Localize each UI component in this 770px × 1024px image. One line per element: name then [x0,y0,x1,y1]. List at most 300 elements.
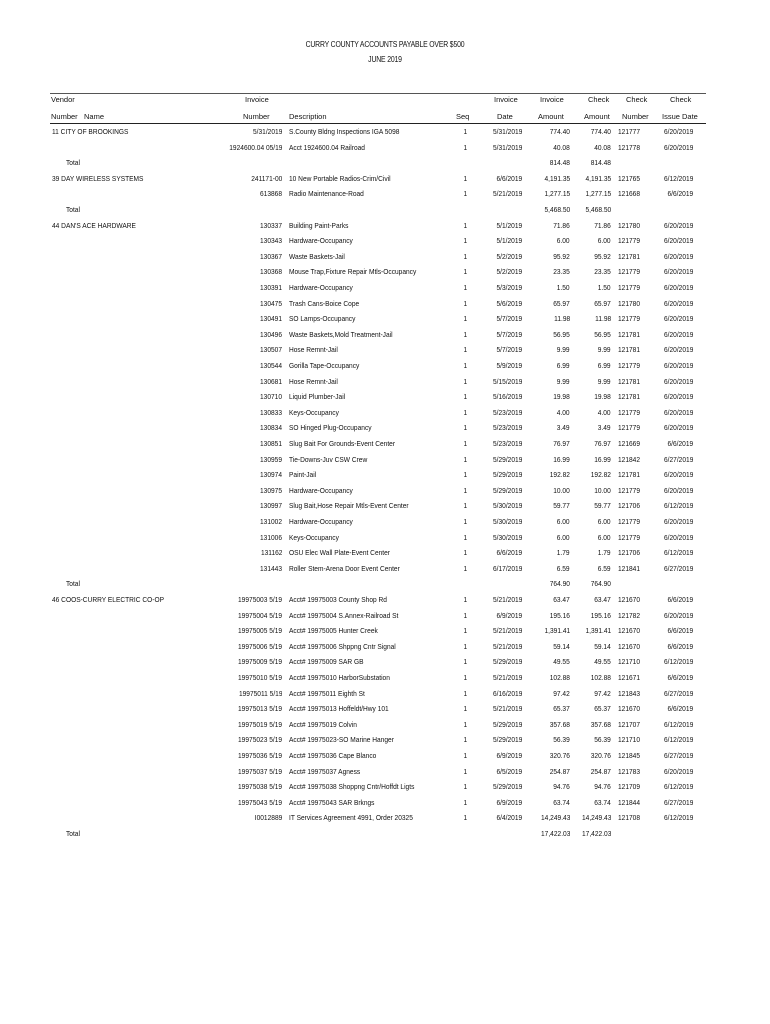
cell-check-date: 6/20/2019 [663,298,693,308]
cell-description: Roller Stem-Arena Door Event Center [289,563,400,573]
cell-invoice-amount: 56.39 [553,735,570,745]
cell-check-number: 121777 [618,127,641,136]
cell-description: Trash Cans-Boice Cope [289,298,360,308]
cell-invoice-amount: 76.97 [553,439,570,448]
col-header-check-amount: Amount [584,112,610,121]
cell-check-number [618,158,646,167]
cell-check-amount: 10.00 [594,485,611,495]
table-row [0,189,770,204]
cell-check-date: 6/6/2019 [667,673,693,682]
cell-check-date: 6/6/2019 [667,641,693,651]
cell-invoice-number: 130391 [259,283,282,292]
cell-description: Acct# 19975038 Shoppng Cntr/Hoffdt Ligts [289,782,415,792]
cell-check-amount: 49.55 [594,657,611,667]
cell-check-date: 6/20/2019 [663,267,693,277]
cell-check-date: 6/20/2019 [663,329,693,339]
table-row [0,143,770,158]
cell-invoice-date [470,829,522,838]
cell-invoice-amount: 4.00 [557,407,570,417]
cell-check-amount: 65.37 [594,704,611,714]
cell-invoice-amount: 357.68 [549,719,570,729]
cell-check-date: 6/20/2019 [663,517,693,526]
cell-seq: 1 [463,610,467,620]
cell-check-number: 121670 [618,641,641,651]
cell-description: Hardware-Occupancy [289,517,353,526]
cell-invoice-amount: 814.48 [549,158,570,168]
table-row [0,330,770,345]
cell-check-amount: 4.00 [598,407,611,417]
report-title: CURRY COUNTY ACCOUNTS PAYABLE OVER $500 [305,40,465,49]
cell-vendor [52,673,222,682]
table-row [0,673,770,688]
cell-seq: 1 [463,641,467,651]
cell-description: Acct# 19975006 Shppng Cntr Signal [289,641,396,651]
table-row [0,361,770,376]
cell-vendor [52,813,222,822]
cell-vendor [52,657,222,666]
cell-check-amount: 6.00 [598,517,611,526]
cell-check-date: 6/20/2019 [663,142,693,152]
cell-invoice-amount: 6.99 [557,361,570,370]
cell-invoice-date: 6/17/2019 [492,563,522,573]
table-row [0,455,770,470]
cell-description: Acct# 19975037 Agness [289,766,361,776]
cell-check-number: 121779 [618,283,641,292]
cell-description: Acct 1924600.04 Railroad [289,142,365,152]
cell-description: 10 New Portable Radios-Crim/Civil [289,173,391,183]
cell-description: Radio Maintenance-Road [289,189,364,199]
cell-invoice-date: 5/29/2019 [492,782,522,792]
cell-check-number: 121706 [618,501,641,511]
cell-check-number: 121669 [618,439,641,448]
cell-check-number: 121707 [618,719,641,729]
cell-vendor [52,408,222,417]
cell-check-number: 121670 [618,626,641,636]
cell-seq: 1 [463,173,467,183]
cell-check-date: 6/20/2019 [663,423,693,433]
cell-check-date: 6/12/2019 [663,719,693,729]
cell-invoice-date: 5/21/2019 [492,704,522,714]
cell-description: Acct# 19975003 County Shop Rd [289,595,387,604]
cell-check-number: 121779 [618,517,641,526]
cell-seq: 1 [463,517,467,526]
cell-description: Acct# 19975004 S.Annex-Railroad St [289,610,399,620]
cell-check-date: 6/6/2019 [667,189,693,199]
cell-invoice-number [200,579,282,588]
col-header-vendor-number: Number [51,112,78,121]
cell-check-amount: 14,249.43 [581,813,611,823]
col-header-invoice-date: Date [497,112,513,121]
cell-invoice-amount: 14,249.43 [540,813,570,823]
table-row [0,283,770,298]
cell-invoice-date: 5/21/2019 [492,641,522,651]
table-row [0,657,770,672]
cell-check-date [648,158,693,167]
cell-vendor [52,548,222,557]
cell-invoice-amount: 3.49 [557,423,570,433]
cell-invoice-number: 131002 [259,517,282,526]
cell-check-amount: 63.74 [594,797,611,807]
cell-description: S.County Bldng Inspections IGA 5098 [289,127,400,136]
cell-description: SO Lamps-Occupancy [289,314,356,324]
cell-check-date: 6/20/2019 [663,251,693,261]
cell-description: Acct# 19975011 Eighth St [289,688,365,698]
cell-check-number: 121781 [618,251,641,261]
cell-check-amount: 6.59 [598,563,611,573]
cell-seq: 1 [463,392,467,402]
cell-check-date: 6/20/2019 [663,610,693,620]
cell-check-amount: 1.79 [598,548,611,558]
table-row [0,782,770,797]
cell-description: Keys-Occupancy [289,407,339,417]
cell-vendor [52,735,222,744]
cell-check-date: 6/12/2019 [663,782,693,792]
cell-description [289,829,459,838]
cell-description: Acct# 19975010 HarborSubstation [289,673,390,682]
cell-check-amount: 192.82 [590,470,611,480]
cell-seq: 1 [463,626,467,636]
cell-check-amount: 320.76 [590,751,611,760]
cell-seq: 1 [463,470,467,480]
cell-invoice-number: 19975019 5/19 [237,719,282,729]
cell-invoice-date [470,579,522,588]
cell-invoice-number: 5/31/2019 [252,127,282,136]
cell-invoice-date: 5/29/2019 [492,485,522,495]
cell-invoice-number: 130367 [259,251,282,261]
cell-invoice-amount: 9.99 [557,376,570,386]
cell-vendor [52,361,222,370]
cell-invoice-date: 5/31/2019 [492,142,522,152]
cell-check-number: 121842 [618,454,641,464]
cell-check-number: 121781 [618,345,641,355]
cell-check-date: 6/6/2019 [667,595,693,604]
cell-invoice-number: 130959 [259,454,282,464]
cell-invoice-number [200,158,282,167]
cell-check-number: 121779 [618,407,641,417]
cell-description: Gorilla Tape-Occupancy [289,361,360,370]
cell-check-amount: 65.97 [594,298,611,308]
col-header-check-date-top: Check [670,95,692,104]
cell-check-number: 121708 [618,813,641,823]
cell-seq: 1 [463,376,467,386]
cell-invoice-number: 130833 [259,407,282,417]
cell-seq: 1 [463,283,467,292]
cell-invoice-date: 5/16/2019 [492,392,522,402]
cell-vendor [52,533,222,542]
col-header-check-amount-top: Check [588,95,610,104]
cell-invoice-number: 131162 [260,548,282,558]
table-row [0,798,770,813]
cell-description: Acct# 19975013 Hoffeldt/Hwy 101 [289,704,389,714]
cell-check-number: 121781 [618,329,641,339]
cell-invoice-number: 131443 [259,563,282,573]
cell-invoice-number: 19975009 5/19 [237,657,282,667]
cell-invoice-number: 19975010 5/19 [237,673,282,682]
cell-invoice-number: 130337 [259,220,282,230]
cell-check-amount: 19.98 [594,392,611,402]
cell-check-amount: 97.42 [594,688,611,698]
table-row [0,267,770,282]
table-row [0,533,770,548]
cell-seq: 1 [463,704,467,714]
cell-seq: 1 [463,439,467,448]
cell-vendor [52,314,222,323]
cell-check-date: 6/20/2019 [663,283,693,292]
cell-vendor: Total [66,829,80,838]
cell-invoice-date: 5/15/2019 [492,376,522,386]
cell-check-date: 6/20/2019 [663,345,693,355]
cell-invoice-number: 19975043 5/19 [237,797,282,807]
cell-invoice-amount: 6.00 [557,236,570,246]
cell-check-number: 121780 [618,298,641,308]
cell-invoice-number [200,829,282,838]
cell-seq: 1 [463,361,467,370]
total-row [0,829,770,844]
cell-seq: 1 [463,673,467,682]
col-header-vendor: Vendor [51,95,75,104]
cell-invoice-amount: 6.00 [557,517,570,526]
cell-check-number: 121843 [618,688,641,698]
table-row [0,517,770,532]
cell-seq: 1 [463,142,467,152]
cell-invoice-amount: 102.88 [549,673,570,682]
cell-vendor [52,423,222,432]
cell-check-amount: 357.68 [590,719,611,729]
cell-check-number: 121671 [618,673,641,682]
cell-invoice-amount: 56.95 [553,329,570,339]
cell-invoice-number: 19975004 5/19 [237,610,282,620]
cell-seq [455,579,467,588]
cell-vendor [52,345,222,354]
cell-description: Keys-Occupancy [289,532,339,542]
cell-invoice-date: 5/2/2019 [496,267,522,277]
cell-check-date: 6/20/2019 [663,236,693,246]
cell-vendor [52,299,222,308]
table-row [0,751,770,766]
cell-check-number: 121844 [618,797,641,807]
cell-check-number: 121706 [618,548,641,558]
cell-vendor [52,798,222,807]
cell-check-date: 6/20/2019 [663,392,693,402]
cell-check-amount: 40.08 [594,142,611,152]
cell-check-date: 6/20/2019 [663,220,693,230]
cell-invoice-amount: 19.98 [553,392,570,402]
cell-description: OSU Elec Wall Plate-Event Center [289,548,390,558]
cell-seq: 1 [463,595,467,604]
cell-description: Liquid Plumber-Jail [289,392,346,402]
cell-description: Acct# 19975005 Hunter Creek [289,626,378,636]
cell-check-amount: 6.00 [598,532,611,542]
cell-check-amount: 814.48 [590,158,611,168]
table-row [0,611,770,626]
cell-check-date: 6/20/2019 [663,361,693,370]
cell-seq: 1 [463,220,467,230]
table-row [0,221,770,236]
cell-check-date: 6/27/2019 [663,688,693,698]
col-header-invoice-amount: Amount [538,112,564,121]
cell-invoice-amount: 23.35 [553,267,570,277]
table-row [0,439,770,454]
table-row [0,735,770,750]
cell-check-amount: 71.86 [594,220,611,230]
table-row [0,470,770,485]
cell-invoice-amount: 49.55 [553,657,570,667]
cell-check-number: 121779 [618,361,641,370]
cell-check-date [648,205,693,214]
cell-vendor [52,751,222,760]
cell-check-date: 6/20/2019 [663,407,693,417]
cell-vendor [52,377,222,386]
cell-invoice-date [470,158,522,167]
table-row [0,689,770,704]
cell-check-date: 6/27/2019 [663,454,693,464]
table-row [0,642,770,657]
cell-invoice-amount: 1.79 [557,548,570,558]
cell-check-number: 121778 [618,142,641,152]
cell-invoice-amount: 5,468.50 [544,205,570,214]
cell-invoice-number: 1924600.04 05/19 [228,142,282,152]
col-header-invoice-number: Number [243,112,270,121]
cell-seq: 1 [463,407,467,417]
cell-invoice-date: 5/7/2019 [496,329,522,339]
cell-invoice-amount: 764.90 [549,579,570,589]
cell-description: Hardware-Occupancy [289,485,353,495]
cell-invoice-amount: 71.86 [553,220,570,230]
col-header-description: Description [289,112,327,121]
cell-description: Acct# 19975023-SO Marine Hanger [289,735,394,745]
cell-vendor [52,611,222,620]
total-row [0,205,770,220]
cell-check-date: 6/20/2019 [663,127,693,136]
col-header-invoice-amount-top: Invoice [540,95,564,104]
cell-check-amount: 16.99 [594,454,611,464]
cell-check-number: 121782 [618,610,641,620]
cell-check-amount: 23.35 [594,267,611,277]
cell-check-amount: 774.40 [590,127,611,136]
cell-check-date: 6/12/2019 [663,548,693,558]
cell-description: Acct# 19975019 Colvin [289,719,357,729]
cell-vendor [52,486,222,495]
cell-invoice-date: 5/21/2019 [492,673,522,682]
cell-invoice-number: 130681 [259,376,282,386]
cell-invoice-number: 130710 [259,392,282,402]
cell-check-amount: 254.87 [590,766,611,776]
cell-vendor [52,283,222,292]
cell-invoice-amount: 320.76 [549,751,570,760]
cell-check-number: 121779 [618,236,641,246]
cell-vendor [52,704,222,713]
cell-invoice-date: 5/9/2019 [496,361,522,370]
col-header-seq: Seq [456,112,470,121]
cell-invoice-number: 131006 [259,532,282,542]
cell-seq: 1 [463,735,467,745]
cell-description [289,205,459,214]
cell-vendor [52,267,222,276]
cell-description: Tie-Downs-Juv CSW Crew [289,454,368,464]
cell-description: Acct# 19975043 SAR Brkngs [289,797,375,807]
cell-seq: 1 [463,501,467,511]
cell-check-amount: 17,422.03 [581,829,611,838]
cell-invoice-number: 130475 [259,298,282,308]
cell-invoice-date [470,205,522,214]
cell-vendor [52,767,222,776]
cell-check-amount: 11.98 [594,314,611,324]
cell-seq: 1 [463,563,467,573]
cell-invoice-date: 5/23/2019 [492,423,522,433]
cell-check-number: 121781 [618,376,641,386]
cell-seq [455,205,467,214]
cell-vendor [52,236,222,245]
cell-check-date: 6/6/2019 [667,439,693,448]
cell-invoice-date: 5/6/2019 [496,298,522,308]
cell-check-number [618,829,646,838]
table-row [0,299,770,314]
cell-invoice-number: 19975038 5/19 [237,782,282,792]
cell-invoice-date: 5/29/2019 [492,719,522,729]
cell-invoice-date: 6/6/2019 [496,548,522,558]
cell-invoice-date: 5/30/2019 [492,517,522,526]
table-row [0,720,770,735]
cell-check-date: 6/12/2019 [663,501,693,511]
cell-check-number: 121779 [618,423,641,433]
report-period: JUNE 2019 [368,55,402,64]
cell-description: SO Hinged Plug-Occupancy [289,423,372,433]
cell-invoice-number: 19975023 5/19 [237,735,282,745]
cell-invoice-date: 5/29/2019 [492,454,522,464]
cell-check-amount: 56.39 [594,735,611,745]
cell-check-date: 6/12/2019 [663,813,693,823]
cell-invoice-amount: 4,191.35 [544,173,570,183]
cell-invoice-date: 5/29/2019 [492,470,522,480]
cell-invoice-amount: 97.42 [553,688,570,698]
cell-check-number: 121779 [618,314,641,324]
cell-invoice-amount: 11.98 [553,314,570,324]
cell-invoice-amount: 1,391.41 [544,626,570,636]
table-row [0,767,770,782]
cell-invoice-amount: 195.16 [549,610,570,620]
cell-check-number: 121845 [618,751,641,760]
cell-invoice-amount: 94.76 [553,782,570,792]
col-header-check-date: Issue Date [662,112,698,121]
cell-check-date: 6/20/2019 [663,470,693,480]
cell-invoice-amount: 65.37 [553,704,570,714]
cell-invoice-date: 5/7/2019 [496,314,522,324]
table-row [0,501,770,516]
cell-invoice-date: 5/30/2019 [492,501,522,511]
cell-description: IT Services Agreement 4991, Order 20325 [289,813,413,823]
cell-check-number: 121783 [618,766,641,776]
cell-vendor: Total [66,158,80,168]
cell-vendor [52,330,222,339]
cell-check-amount: 1,391.41 [585,626,611,636]
cell-seq: 1 [463,548,467,558]
cell-vendor [52,782,222,791]
cell-seq: 1 [463,454,467,464]
cell-invoice-number: 19975006 5/19 [237,641,282,651]
cell-seq: 1 [463,345,467,355]
cell-vendor [52,252,222,261]
cell-check-date: 6/27/2019 [663,563,693,573]
cell-invoice-amount: 6.59 [557,563,570,573]
cell-invoice-number: 130507 [259,345,282,355]
table-row [0,704,770,719]
cell-description [289,158,459,167]
cell-check-number: 121779 [618,485,641,495]
cell-check-amount: 6.99 [598,361,611,370]
cell-invoice-number: 19975036 5/19 [237,751,282,760]
cell-invoice-amount: 63.47 [553,595,570,604]
cell-check-date: 6/20/2019 [663,532,693,542]
